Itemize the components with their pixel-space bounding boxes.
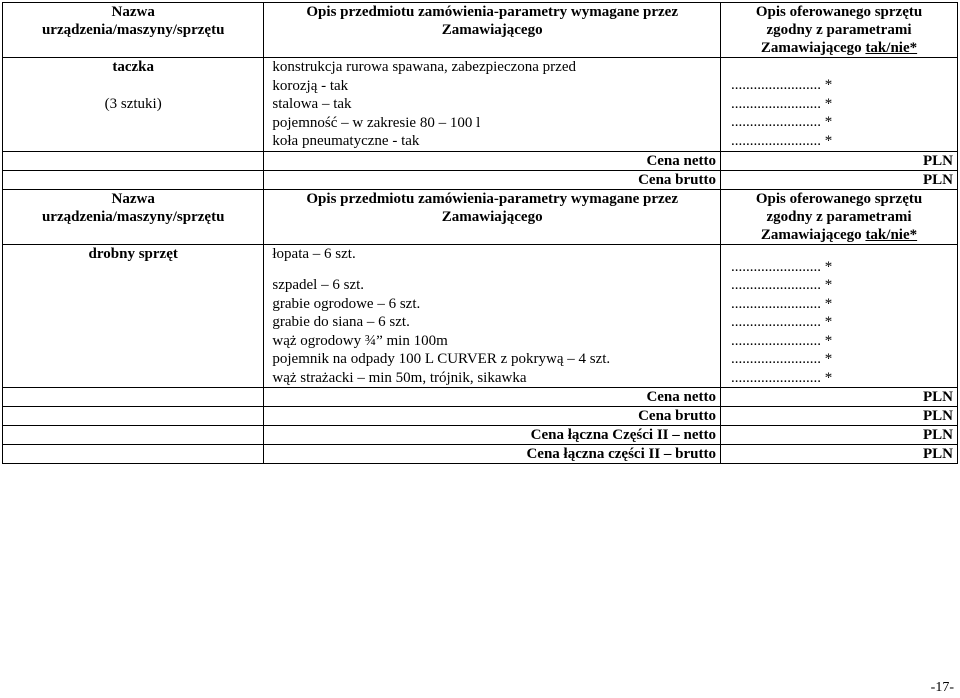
price-label: Cena netto	[264, 151, 721, 170]
price-label: Cena netto	[264, 388, 721, 407]
page-number: -17-	[930, 680, 954, 695]
list-item: wąż ogrodowy ¾” min 100m	[272, 332, 448, 349]
total-value[interactable]: PLN	[721, 426, 958, 445]
section2-price-netto-row	[3, 388, 958, 407]
section2-device-cell	[3, 244, 264, 388]
section2-item-row	[3, 244, 958, 388]
price-label: Cena brutto	[264, 407, 721, 426]
total-label: Cena łączna Części II – netto	[264, 426, 721, 445]
price-value[interactable]: PLN	[721, 170, 958, 189]
list-item: stalowa – tak	[272, 96, 352, 112]
section2-items-cell	[264, 244, 721, 388]
section1-device-cell	[3, 58, 264, 152]
total-label: Cena łączna części II – brutto	[264, 445, 721, 464]
device-name: drobny sprzęt	[88, 245, 178, 262]
list-item: korozją - tak	[272, 77, 349, 94]
answer-field[interactable]: ........................ *	[731, 332, 833, 349]
section1-items-cell	[264, 58, 721, 152]
answer-field[interactable]: ........................ *	[731, 95, 833, 112]
answer-field[interactable]: ........................ *	[731, 314, 833, 330]
answer-field[interactable]: ........................ *	[731, 277, 833, 293]
specification-table	[2, 2, 958, 464]
section1-header-name: Nazwa urządzenia/maszyny/sprzętu	[3, 3, 264, 58]
section1-header-description: Opis przedmiotu zamówienia-parametry wymagane przez Zamawiającego	[264, 3, 721, 58]
list-item: szpadel – 6 szt.	[272, 277, 365, 293]
list-item: koła pneumatyczne - tak	[272, 133, 420, 149]
section2-header-offer: Opis oferowanego sprzętu zgodny z parametrami Zamawiającego tak/nie*	[721, 189, 958, 244]
answer-field[interactable]: ........................ *	[731, 351, 833, 367]
answer-field[interactable]: ........................ *	[731, 132, 833, 149]
price-label: Cena brutto	[264, 170, 721, 189]
answer-field[interactable]: ........................ *	[731, 295, 833, 312]
section1-header-offer: Opis oferowanego sprzętu zgodny z parametrami Zamawiającego tak/nie*	[721, 3, 958, 58]
section2-price-brutto-row	[3, 407, 958, 426]
section1-item-row	[3, 58, 958, 152]
list-item: grabie do siana – 6 szt.	[272, 314, 410, 330]
section2-total-netto-row	[3, 426, 958, 445]
list-item: grabie ogrodowe – 6 szt.	[272, 295, 421, 312]
section1-header-row	[3, 3, 958, 58]
price-value[interactable]: PLN	[721, 388, 958, 407]
section1-price-netto-row	[3, 151, 958, 170]
section2-header-description: Opis przedmiotu zamówienia-parametry wymagane przez Zamawiającego	[264, 189, 721, 244]
list-item: wąż strażacki – min 50m, trójnik, sikawka	[272, 369, 527, 386]
list-item: łopata – 6 szt.	[272, 245, 356, 262]
answer-field[interactable]: ........................ *	[731, 114, 833, 130]
price-value[interactable]: PLN	[721, 151, 958, 170]
section2-answers-cell	[721, 244, 958, 388]
answer-field[interactable]: ........................ *	[731, 369, 833, 386]
section1-answers-cell	[721, 58, 958, 152]
total-value[interactable]: PLN	[721, 445, 958, 464]
section2-header-name: Nazwa urządzenia/maszyny/sprzętu	[3, 189, 264, 244]
device-quantity: (3 sztuki)	[104, 95, 162, 112]
section2-total-brutto-row	[3, 445, 958, 464]
answer-field[interactable]: ........................ *	[731, 258, 833, 275]
section2-header-row	[3, 189, 958, 244]
list-item: pojemność – w zakresie 80 – 100 l	[272, 114, 481, 131]
list-item: pojemnik na odpady 100 L CURVER z pokrywą – 4 szt.	[272, 351, 611, 367]
price-value[interactable]: PLN	[721, 407, 958, 426]
section1-price-brutto-row	[3, 170, 958, 189]
device-name: taczka	[112, 59, 155, 75]
answer-field[interactable]: ........................ *	[731, 77, 833, 93]
list-item: konstrukcja rurowa spawana, zabezpieczona przed	[272, 59, 576, 75]
